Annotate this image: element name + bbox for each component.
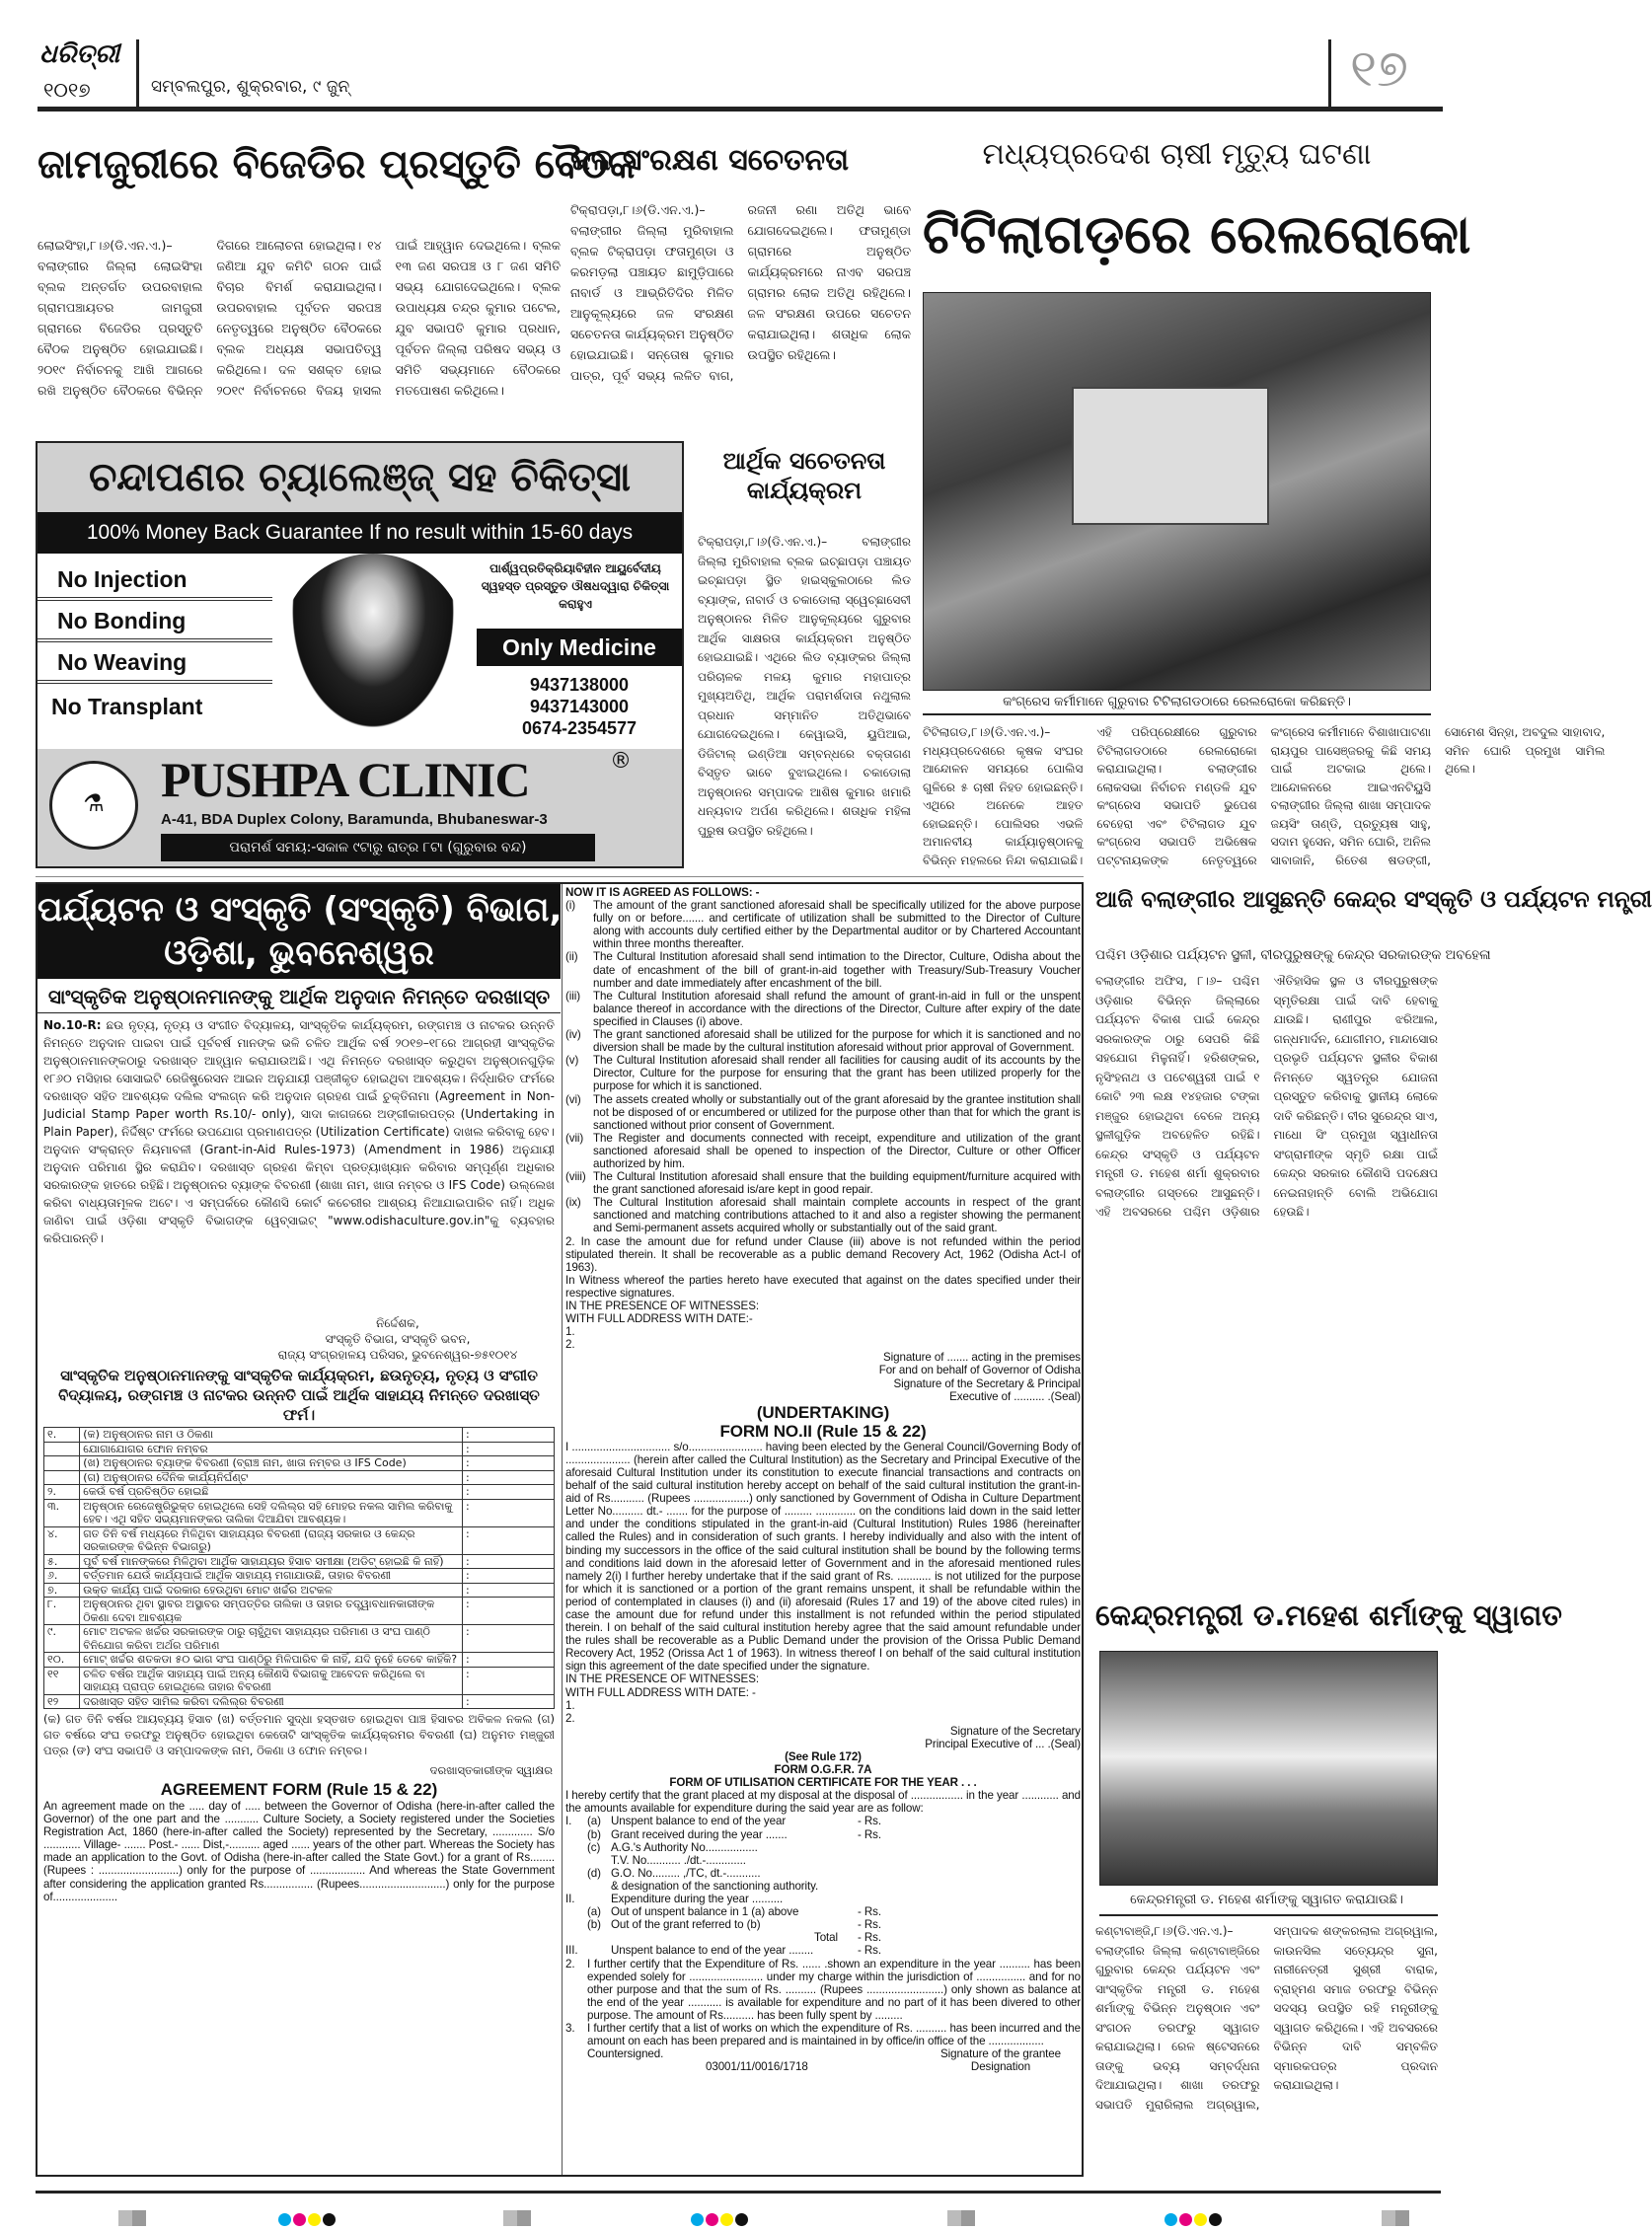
item-numeral: [565, 1854, 587, 1867]
utilisation-item: [565, 1815, 1081, 1827]
story-minister-headline: ଆଜି ବଲାଙ୍ଗୀର ଆସୁଛନ୍ତି କେନ୍ଦ୍ର ସଂସ୍କୃତି ଓ ପର୍ଯ୍ୟଟନ ମନ୍ତ୍ରୀ: [1095, 887, 1652, 913]
cert-number: 2.: [565, 1957, 575, 1971]
page-number: ୧୭: [1350, 39, 1408, 99]
item-sub: (b): [587, 1827, 601, 1841]
notice-middle: [565, 886, 1081, 2073]
utilisation-item: [565, 1828, 1081, 1841]
witness-text: In Witness whereof the parties hereto have executed that against on the dates specified under their respective signatures.: [565, 1273, 1081, 1300]
form-row: [44, 1470, 555, 1485]
form-row-field: (ଖ) ଅନୁଷ୍ଠାନର ବ୍ୟାଙ୍କ ବିବରଣୀ (ବ୍ରାଞ୍ଚ ନାମ, ଖାତା ନମ୍ବର ଓ IFS Code): [80, 1456, 463, 1471]
form-row-field: ଚଳିତ ବର୍ଷର ଆର୍ଥିକ ସାହାଯ୍ୟ ପାଇଁ ଅନ୍ୟ କୌଣସି ବିଭାଗକୁ ଆବେଦନ କରିଥିଲେ ବା ସାହାଯ୍ୟ ପ୍ରାପ୍ତ ହୋଇଥିଲେ ତାହାର ବିବରଣୀ: [80, 1667, 463, 1694]
magenta-dot: [706, 2213, 718, 2226]
masthead-divider-right: [1328, 39, 1331, 107]
item-sub: [587, 1893, 611, 1905]
signatory-title: ନିର୍ଦ୍ଦେଶକ,: [376, 1316, 419, 1330]
story-bjd-headline: ଜାମଜୁରୀରେ ବିଜେଡିର ପ୍ରସ୍ତୁତି ବୈଠକ: [38, 142, 638, 187]
undertaking-form-no: FORM NO.II (Rule 15 & 22): [719, 1421, 927, 1441]
form-row-number: ୧୧: [44, 1667, 80, 1694]
dateline: ସମ୍ବଲପୁର, ଶୁକ୍ରବାର, ୯ ଜୁନ୍: [151, 77, 350, 97]
agreement-clauses: [565, 899, 1081, 1234]
utilisation-item: [565, 1867, 1081, 1880]
masthead-divider: [136, 39, 139, 107]
clinic-odia-claim: ପାର୍ଶ୍ୱପ୍ରତିକ୍ରିୟାବିହୀନ ଆୟୁର୍ବେଦୀୟ ସ୍ୱହସ୍ତ ପ୍ରସ୍ତୁତ ଔଷଧଦ୍ୱାରା ଚିକିତ୍ସା କରାହୁଏ: [481, 561, 670, 611]
item-rs: - Rs.: [858, 1944, 881, 1958]
clause-number: (vi): [565, 1092, 581, 1106]
registration-mark: [118, 2210, 146, 2226]
sign-line: For and on behalf of Governor of Odisha: [878, 1364, 1081, 1377]
mortar-pestle-icon: ⚗: [83, 789, 105, 817]
story-welcome-body: କଣ୍ଟାବାଞ୍ଜି,୮।୬(ଡି.ଏନ.ଏ.)– ବଲାଙ୍ଗୀର ଜିଲ୍ଲା କଣ୍ଟାବାଞ୍ଜିରେ ଗୁରୁବାର କେନ୍ଦ୍ର ପର୍ଯ୍ୟଟନ ଏବଂ ସାଂସ୍କୃତିକ ମନ୍ତ୍ରୀ ଡ. ମହେଶ ଶର୍ମାଙ୍କୁ ବିଭିନ୍ନ ଅନୁଷ୍ଠାନ ଏବଂ ସଂଗଠନ ତରଫରୁ ସ୍ୱାଗତ କରାଯାଇଥିଲା। ରେଳ ଷ୍ଟେସନରେ ତାଙ୍କୁ ଭବ୍ୟ ସମ୍ବର୍ଦ୍ଧନା ଦିଆଯାଇଥିଲା। ଶାଖା ତରଫରୁ ସଭାପତି ମୁରାରିଲାଲ ଅଗ୍ରୱାଲ, ସମ୍ପାଦକ ଶଙ୍କରଲାଲ ଅଗ୍ରୱାଲ, କାଉନସିଲ ସତ୍ୟେନ୍ଦ୍ର ସୁନା, ନାରୀନେତ୍ରୀ ସୁଶ୍ରୀ ବାରାକ, ବ୍ରାହ୍ମଣ ସମାଜ ତରଫରୁ ବିଭିନ୍ନ ସଦସ୍ୟ ଉପସ୍ଥିତ ରହି ମନ୍ତ୍ରୀଙ୍କୁ ସ୍ୱାଗତ କରିଥିଲେ। ଏହି ଅବସରରେ ବିଭିନ୍ନ ଦାବି ସମ୍ବଳିତ ସ୍ମାରକପତ୍ର ପ୍ରଦାନ କରାଯାଇଥିଲା।: [1095, 1924, 1438, 2112]
form-row-answer[interactable]: :: [462, 1456, 554, 1471]
form-row-field: ମୋଟ ଅଟକଳ ଖର୍ଚ୍ଚର ସରକାରଙ୍କ ଠାରୁ ଚାହୁଁଥିବା ସାହାଯ୍ୟର ପରିମାଣ ଓ ସଂଘ ପାଣ୍ଠି ବିନିଯୋଗ କରିବା ଅର୍ଥର ପରିମାଣ: [80, 1625, 463, 1653]
item-numeral: I.: [565, 1815, 572, 1828]
form-row-number: ୨.: [44, 1485, 80, 1500]
form-row-field: ଅନୁଷ୍ଠାନର ଥିବା ସ୍ଥାବର ଅସ୍ଥାବର ସମ୍ପତ୍ତିର ତାଲିକା ଓ ତାହାର ତତ୍ତ୍ୱାବଧାନକାରୀଙ୍କ ଠିକଣା ଦେବା ଆବଶ୍ୟକ: [80, 1598, 463, 1625]
form-row-number: ୬.: [44, 1569, 80, 1584]
form-row: [44, 1554, 555, 1569]
utilisation-form: FORM O.G.F.R. 7A: [774, 1763, 872, 1777]
utilisation-item: [565, 1918, 1081, 1931]
witness-line: IN THE PRESENCE OF WITNESSES:: [565, 1300, 759, 1312]
clinic-address: A-41, BDA Duplex Colony, Baramunda, Bhubaneswar-3: [161, 811, 548, 828]
cyan-dot: [691, 2213, 704, 2226]
signatory-address: ରାଜ୍ୟ ସଂଗ୍ରହାଳୟ ପରିସର, ଭୁବନେଶ୍ୱର-୭୫୧୦୧୪: [277, 1348, 518, 1362]
form-row-answer[interactable]: :: [462, 1442, 554, 1456]
clause-text: The Cultural Institution aforesaid shall ensure that the building equipment/furniture acquired with the grant sanctioned aforesaid is/are kept in good repair.: [593, 1170, 1081, 1197]
clause-text: The Cultural Institution aforesaid shall maintain complete accounts in respect of the grant sanctioned and matching contributions attached to it and also a register showing the permanent and Semi-permanent assets acquired wholly or substantially out of the said grant.: [593, 1196, 1081, 1235]
story-finance-headline-text: ଆର୍ଥିକ ସଚେତନତା କାର୍ଯ୍ୟକ୍ରମ: [722, 447, 886, 504]
sign-line: Signature of ....... acting in the premises: [883, 1351, 1081, 1365]
newspaper-logo: ଧରିତ୍ରୀ: [39, 39, 120, 69]
form-row-number: ୪.: [44, 1526, 80, 1554]
form-row: [44, 1456, 555, 1471]
item-text: Expenditure during the year ..........: [611, 1893, 784, 1906]
form-row-answer[interactable]: :: [462, 1625, 554, 1653]
story-finance-body: ଟିକ୍ରାପଡ଼ା,୮।୬(ଡି.ଏନ.ଏ.)– ବଲାଙ୍ଗୀର ଜିଲ୍ଲା ମୁରିବାହାଲ ବ୍ଲକ ଇଚ୍ଛାପଡ଼ା ପଞ୍ଚାୟତ ଇଚ୍ଛାପଡ଼ା ସ୍ଥିତ ହାଇସ୍କୁଲଠାରେ ଲିଡ ବ୍ୟାଙ୍କ, ନାବାର୍ଡ ଓ ଚକାଡୋଲା ସ୍ୱେଚ୍ଛାସେବୀ ଅନୁଷ୍ଠାନର ମିଳିତ ଆନୁକୂଲ୍ୟରେ ଗୁରୁବାର ଆର୍ଥିକ ସାକ୍ଷରତା କାର୍ଯ୍ୟକ୍ରମ ଅନୁଷ୍ଠିତ ହୋଇଯାଇଛି। ଏଥିରେ ଲିଡ ବ୍ୟାଙ୍କର ଜିଲ୍ଲା ପରିଚାଳକ ମଳୟ କୁମାର ମହାପାତ୍ର ମୁଖ୍ୟଅତିଥି, ଆର୍ଥିକ ପରାମର୍ଶଦାତା ନଥୁଲାଲ ପ୍ରଧାନ ସମ୍ମାନିତ ଅତିଥିଭାବେ ଯୋଗଦେଇଥିଲେ। କେୱାଇସି, ୟୁପିଆଇ, ଡିଜିଟାଲ୍ ଇଣ୍ଡିଆ ସମ୍ବନ୍ଧରେ ବକ୍ତାଗଣ ବିସ୍ତୃତ ଭାବେ ବୁଝାଇଥିଲେ। ଚକାଡୋଲା ଅନୁଷ୍ଠାନର ସମ୍ପାଦକ ଆଶିଷ କୁମାର ଖମାରି ଧନ୍ୟବାଦ ଅର୍ପଣ କରିଥିଲେ। ଶତାଧିକ ମହିଳା ପୁରୁଷ ଉପସ୍ଥିତ ରହିଥିଲେ।: [698, 535, 911, 838]
clause-number: (vii): [565, 1131, 584, 1145]
black-dot: [1209, 2213, 1222, 2226]
agreement-clause: [565, 1196, 1081, 1234]
form-row-number: [44, 1470, 80, 1485]
witness-line: WITH FULL ADDRESS WITH DATE: -: [565, 1685, 756, 1699]
notice-column-rule: [562, 884, 563, 2175]
magenta-dot: [293, 2213, 306, 2226]
form-row: [44, 1569, 555, 1584]
item-numeral: II.: [565, 1893, 575, 1906]
logo-number: ୧୦୧୭: [43, 78, 91, 102]
agreement-clause: [565, 899, 1081, 950]
phone-number: 9437138000: [529, 675, 630, 695]
form-row-number: [44, 1442, 80, 1456]
railroko-photo: [923, 292, 1431, 691]
item-rs: - Rs.: [858, 1827, 881, 1841]
witness-line: IN THE PRESENCE OF WITNESSES:: [565, 1673, 759, 1686]
clinic-footer: [38, 749, 682, 866]
form-row-answer[interactable]: :: [462, 1428, 554, 1443]
form-row-answer[interactable]: :: [462, 1526, 554, 1554]
caption-rule: [923, 713, 1431, 715]
utilisation-item: [565, 1854, 1081, 1867]
story-railroko-kicker: ମଧ୍ୟପ୍ରଦେଶ ଚାଷୀ ମୃତ୍ୟୁ ଘଟଣା: [982, 137, 1372, 172]
story-railroko-body: ଟିଟିଲାଗଡ,୮।୬(ଡି.ଏନ.ଏ.)– ମଧ୍ୟପ୍ରଦେଶରେ କୃଷକ ସଂଘର ଆନ୍ଦୋଳନ ସମୟରେ ପୋଲିସ ଗୁଳିରେ ୫ ଚାଷୀ ନିହତ ହୋଇଛନ୍ତି। ଏଥିରେ ଅନେକେ ଆହତ ହୋଇଛନ୍ତି। ପୋଲିସର ଏଭଳି ଅମାନବୀୟ କାର୍ଯ୍ୟାନୁଷ୍ଠାନକୁ ବିଭିନ୍ନ ମହଲରେ ନିନ୍ଦା କରାଯାଇଛି। ଏହି ପରିପ୍ରେକ୍ଷୀରେ ଗୁରୁବାର ଟିଟିଲାଗଡଠାରେ ରେଲରୋକୋ କରାଯାଇଥିଲା। ବଲାଙ୍ଗୀର ଲୋକସଭା ନିର୍ବାଚନ ମଣ୍ଡଳି ଯୁବ କଂଗ୍ରେସ ସଭାପତି ଭୁପେଶ ବେହେରା ଏବଂ ଟିଟିଲାଗଡ ଯୁବ କଂଗ୍ରେସ ସଭାପତି ଅଭିଷେକ ପଟ୍ଟନାୟକଙ୍କ ନେତୃତ୍ୱରେ କଂଗ୍ରେସ କର୍ମୀମାନେ ବିଶାଖାପାଟଣା ରାୟପୁର ପାସେଞ୍ଜରକୁ କିଛି ସମୟ ପାଇଁ ଅଟକାଇ ଥିଲେ। ଆନ୍ଦୋଳନରେ ଆଇଏନଟିୟୁସି ବଲାଙ୍ଗୀର ଜିଲ୍ଲା ଶାଖା ସମ୍ପାଦକ ଜୟସିଂ ତାଣ୍ଡି, ପ୍ରତ୍ୟୁଷ ସାହୁ, ସଦାମ ହୁସେନ, ସମିନ ଘୋରି, ଅନିଲ ସାବାଜାନି, ରିତେଶ ଷଡଙ୍ଗୀ, ସୋମେଶ ସିନ୍ହା, ଅବଦୁଲ ସାହାବାଦ, ସମିନ ଘୋରି ପ୍ରମୁଖ ସାମିଲ ଥିଲେ।: [923, 725, 1606, 867]
clinic-phones: [477, 674, 682, 739]
color-bar: [691, 2211, 750, 2230]
refund-clause: 2. In case the amount due for refund under Clause (iii) above is not refunded within the period stipulated therein. It shall be recoverable as a public demand Recovery Act, 1962 (Odisha Act-I of 1963).: [565, 1234, 1081, 1274]
yellow-dot: [720, 2213, 733, 2226]
notice-left: [38, 884, 561, 2175]
yellow-dot: [308, 2213, 321, 2226]
form-row-answer[interactable]: :: [462, 1554, 554, 1569]
cert-text: I further certify that the Expenditure of Rs. ...... .shown an expenditure in the year .......... has been expended solely for ........................ under my charge within the jurisdiction of ................ and for no other purpose and that the sum of Rs. .......... (Rupees .........................) only shown as balance at the end of the year ........... is available for expenditure and no part of it has been divered to other purpose. The amount of Rs.......... has been fully spent by .........: [587, 1957, 1081, 2022]
item-sub: [587, 1880, 611, 1893]
certification-2: [565, 1958, 1081, 2022]
application-form-table: [43, 1427, 555, 1709]
form-row: [44, 1667, 555, 1694]
form-row-field: ଯୋଗାଯୋଗର ଫୋନ ନମ୍ବର: [80, 1442, 463, 1456]
clause-number: (v): [565, 1054, 579, 1068]
form-row: [44, 1428, 555, 1443]
form-row-number: ୮.: [44, 1598, 80, 1625]
item-numeral: [565, 1867, 587, 1880]
item-sub: [587, 1931, 611, 1944]
form-row-answer[interactable]: :: [462, 1653, 554, 1668]
form-row-field: ପୂର୍ବ ବର୍ଷ ମାନଙ୍କରେ ମିଳିଥିବା ଆର୍ଥିକ ସାହାଯ୍ୟର ହିସାବ ସମୀକ୍ଷା (ଅଡିଟ୍ ହୋଇଛି କି ନାହିଁ): [80, 1554, 463, 1569]
form-row-number: [44, 1456, 80, 1471]
item-text: Unspent balance to end of the year: [611, 1815, 787, 1828]
agreement-clause: [565, 1170, 1081, 1196]
form-table-wrap: [38, 1427, 561, 1709]
utilisation-items: [565, 1815, 1081, 1957]
item-numeral: [565, 1905, 587, 1918]
clause-text: The grant sanctioned aforesaid shall be utilized for the purpose for which it is sanctioned and no diversion shall be made by the cultural institution aforesaid without prior approval of Government.: [593, 1028, 1081, 1055]
story-railroko-headline: ଟିଟିଲାଗଡ଼ରେ ରେଲରୋକୋ: [923, 203, 1471, 265]
item-text: Unspent balance to end of the year ........: [611, 1944, 814, 1958]
agreement-body: An agreement made on the ..... day of ..... between the Governor of Odisha (here-in-after called the Governor) of the one part and the ........... Culture Society, a Society registered under the Societies Registration Act, 1860 (here-in-after called the Society) represented by the Secretary, ............. S/o ............ Village- ....... Post.- ...... Dist,-.......... aged ...... years of the other part. Whereas the Society has made an application to the Govt. of Odisha (here-in-after called the State Govt.) for a grant of Rs........ (Rupees : ..........................) only for the purpose of .................. And whereas the State Government after considering the application granted Rs................ (Rupees............................) only for the purpose of.....................: [43, 1800, 555, 1903]
cert-number: 3.: [565, 2021, 575, 2035]
agreement-clause: [565, 1054, 1081, 1092]
registration-mark: [947, 2210, 975, 2226]
sign-line: Signature of the grantee: [939, 2047, 1061, 2061]
item-text: & designation of the sanctioning authority.: [611, 1879, 819, 1893]
utilisation-item: [565, 1905, 1081, 1918]
utilisation-item: [565, 1841, 1081, 1854]
agreement-clause: [565, 950, 1081, 989]
masthead-rule: [38, 107, 1443, 112]
utilisation-title: FORM OF UTILISATION CERTIFICATE FOR THE YEAR . . .: [669, 1776, 977, 1790]
notice-body: [38, 1013, 561, 1315]
story-water-headline: ଜଳ ସଂରକ୍ଷଣ ସଚେତନତା: [570, 143, 850, 178]
utilisation-item: [565, 1944, 1081, 1957]
ad-code: 03001/11/0016/1718: [706, 2060, 808, 2074]
color-bar: [278, 2211, 338, 2230]
clinic-logo-seal: [49, 761, 138, 850]
countersigned: Countersigned.: [587, 2047, 664, 2061]
notice-body-text: ଛଉ ନୃତ୍ୟ, ନୃତ୍ୟ ଓ ସଂଗୀତ ବିଦ୍ୟାଳୟ, ସାଂସ୍କୃତିକ କାର୍ଯ୍ୟକ୍ରମ, ରଙ୍ଗମଞ୍ଚ ଓ ନାଟକର ଉନ୍ନତି ନିମନ୍ତେ ଅନୁଦାନ ପାଇବା ପାଇଁ ପୂର୍ବବର୍ଷ ମାନଙ୍କ ଭଳି ଚଳିତ ଆର୍ଥିକ ବର୍ଷ ୨୦୧୭–୧୮ରେ ଆଗ୍ରହୀ ସାଂସ୍କୃତିକ ଅନୁଷ୍ଠାନମାନଙ୍କଠାରୁ ଦରଖାସ୍ତ ଆହ୍ୱାନ କରାଯାଉଅଛି। ଏଥି ନିମନ୍ତେ ଦରଖାସ୍ତ କରୁଥିବା ଅନୁଷ୍ଠାନଗୁଡ଼ିକ ୧୮୬୦ ମସିହାର ସୋସାଇଟି ରେଜିଷ୍ଟ୍ରେସନ ଆଇନ ଅନୁଯାୟୀ ପଞ୍ଜୀକୃତ ହୋଇଥିବା ଆବଶ୍ୟକ। ନିର୍ଦ୍ଧାରିତ ଫର୍ମରେ ଦରଖାସ୍ତ ସହିତ ଆବଶ୍ୟକ ଦଲିଲ ସଂଲଗ୍ନ କରି ଅନୁଦାନ ଗ୍ରହଣ ପାଇଁ ଚୁକ୍ତିନାମା (Agreement in Non-Judicial Stamp Paper worth Rs.10/- only), ସାଦା କାଗଜରେ ଅଙ୍ଗୀକାରପତ୍ର (Undertaking in Plain Paper), ନିର୍ଦ୍ଦିଷ୍ଟ ଫର୍ମରେ ଉପଯୋଗ ପ୍ରମାଣପତ୍ର (Utilization Certificate) ଦାଖଲ କରିବାକୁ ହେବ। ଅନୁଦାନ ସଂକ୍ରାନ୍ତ ନିୟମାବଳୀ (Grant-in-Aid Rules-1973) (Amendment in 1986) ଅନୁଯାୟୀ ଅନୁଦାନ ପରିମାଣ ସ୍ଥିର କରାଯିବ। ଦରଖାସ୍ତ ଗ୍ରହଣ କିମ୍ବା ପ୍ରତ୍ୟାଖ୍ୟାନ କରିବାର ସମ୍ପୂର୍ଣ୍ଣ ଅଧିକାର ସରକାରଙ୍କ ହାତରେ ରହିଛି। ଅନୁଷ୍ଠାନର ବ୍ୟାଙ୍କ ବିବରଣୀ (ଶାଖା ନାମ, ଖାତା ନମ୍ବର ଓ IFS Code) ଉଲ୍ଲେଖ କରିବା ବାଧ୍ୟତାମୂଳକ ଅଟେ। ଏ ସମ୍ପର୍କରେ କୌଣସି କୋର୍ଟ କଚେରୀର ଆଶ୍ରୟ ନିଆଯାଇପାରିବ ନାହିଁ। ଅଧିକ ଜାଣିବା ପାଇଁ ଓଡ଼ିଶା ସଂସ୍କୃତି ବିଭାଗଙ୍କ ୱେବ୍‌ସାଇଟ୍ "www.odishaculture.gov.in"କୁ ବ୍ୟବହାର କରିପାରନ୍ତି।: [43, 1018, 555, 1245]
clause-text: The Cultural Institution aforesaid shall send intimation to the Director, Culture, Odisha about the date of encashment of the bill of grant-in-aid together with Treasury/Sub-Treasury Voucher number and date immediately after encashment of the bill.: [593, 950, 1081, 990]
form-row: [44, 1598, 555, 1625]
sign-line: Executive of .......... .(Seal): [949, 1389, 1081, 1403]
story-minister-body: ବଲାଙ୍ଗୀର ଅଫିସ, ୮।୬– ପଶ୍ଚିମ ଓଡ଼ିଶାର ବିଭିନ୍ନ ଜିଲ୍ଲାରେ ପର୍ଯ୍ୟଟନ ବିକାଶ ପାଇଁ କେନ୍ଦ୍ର ସରକାରଙ୍କ ଠାରୁ ସେପରି କିଛି ସହଯୋଗ ମିଳୁନାହିଁ। ହରିଶଙ୍କର, ନୃସିଂହନାଥ ଓ ପଟେଶ୍ୱରୀ ପାଇଁ ୧ କୋଟି ୨୩ ଲକ୍ଷ ୧୪ହଜାର ଟଙ୍କା ମଞ୍ଜୁର ହୋଇଥିବା ବେଳେ ଅନ୍ୟ ସ୍ଥଳୀଗୁଡ଼ିକ ଅବହେଳିତ ରହିଛି। କେନ୍ଦ୍ର ସଂସ୍କୃତି ଓ ପର୍ଯ୍ୟଟନ ମନ୍ତ୍ରୀ ଡ. ମହେଶ ଶର୍ମା ଶୁକ୍ରବାର ବଲାଙ୍ଗୀର ଗସ୍ତରେ ଆସୁଛନ୍ତି। ଏହି ଅବସରରେ ପଶ୍ଚିମ ଓଡ଼ିଶାର ଐତିହାସିକ ସ୍ଥଳ ଓ ବୀରପୁରୁଷଙ୍କ ସ୍ମୃତିରକ୍ଷା ପାଇଁ ଦାବି ହେବାକୁ ଯାଉଛି। ରାଣୀପୁର ଝରିଆଲ, ଗନ୍ଧମାର୍ଦନ, ଯୋଗୀମଠ, ମାନ୍ଦାସୋର ପ୍ରଭୃତି ପର୍ଯ୍ୟଟନ ସ୍ଥଳୀର ବିକାଶ ନିମନ୍ତେ ସ୍ୱତନ୍ତ୍ର ଯୋଜନା ପ୍ରସ୍ତୁତ କରିବାକୁ ସ୍ଥାନୀୟ ଲୋକେ ଦାବି କରିଛନ୍ତି। ବୀର ସୁରେନ୍ଦ୍ର ସାଏ, ମାଧୋ ସିଂ ପ୍ରମୁଖ ସ୍ୱାଧୀନତା ସଂଗ୍ରାମୀଙ୍କ ସ୍ମୃତି ରକ୍ଷା ପାଇଁ କେନ୍ଦ୍ର ସରକାର କୌଣସି ପଦକ୍ଷେପ ନେଇନାହାନ୍ତି ବୋଲି ଅଭିଯୋଗ ହେଉଛି।: [1095, 974, 1438, 1219]
undertaking-title: (UNDERTAKING): [756, 1402, 890, 1422]
clause-number: (iii): [565, 989, 580, 1003]
form-row-answer[interactable]: :: [462, 1583, 554, 1598]
sign-line: Principal Executive of ... .(Seal): [925, 1737, 1081, 1750]
applicant-signature: ଦରଖାସ୍ତକାରୀଙ୍କ ସ୍ୱାକ୍ଷର: [429, 1763, 553, 1777]
item-rs: - Rs.: [858, 1931, 881, 1945]
form-row: [44, 1694, 555, 1709]
witness-line: 2.: [565, 1338, 575, 1352]
caption-rule: [1099, 1914, 1438, 1916]
form-row-number: ୧.: [44, 1428, 80, 1443]
story-bjd-body: ଲୋଇସିଂହା,୮।୬(ଡି.ଏନ.ଏ.)– ବଲାଙ୍ଗୀର ଜିଲ୍ଲା ଲୋଇସିଂହା ବ୍ଲକ ଅନ୍ତର୍ଗତ ଉପରବାହାଲ ଗ୍ରାମପଞ୍ଚାୟତର ଜାମଜୁରୀ ଗ୍ରାମରେ ବିଜେଡିର ପ୍ରସ୍ତୁତି ବୈଠକ ଅନୁଷ୍ଠିତ ହୋଇଯାଇଛି। ୨୦୧୯ ନିର୍ବାଚନକୁ ଆଖି ଆଗରେ ରଖି ଅନୁଷ୍ଠିତ ବୈଠକରେ ବିଭିନ୍ନ ଦିଗରେ ଆଲୋଚନା ହୋଇଥିଲା। ୧୪ ଜଣିଆ ଯୁବ କମିଟି ଗଠନ ପାଇଁ ବିଚାର ବିମର୍ଶ କରାଯାଇଥିଲା। ଉପରବାହାଲ ପୂର୍ବତନ ସରପଞ୍ଚ ନେତୃତ୍ୱରେ ଅନୁଷ୍ଠିତ ବୈଠକରେ ବ୍ଲକ ଅଧ୍ୟକ୍ଷ ସଭାପତିତ୍ୱ କରିଥିଲେ। ଦଳ ସଶକ୍ତ ହୋଇ ୨୦୧୯ ନିର୍ବାଚନରେ ବିଜୟ ହାସଲ ପାଇଁ ଆହ୍ୱାନ ଦେଇଥିଲେ। ବ୍ଲକ ୧୩ ଜଣ ସରପଞ୍ଚ ଓ ୮ ଜଣ ସମିତି ସଭ୍ୟ ଯୋଗଦେଇଥିଲେ। ବ୍ଲକ ଉପାଧ୍ୟକ୍ଷ ଚନ୍ଦ୍ର କୁମାର ପଟେଲ, ଯୁବ ସଭାପତି କୁମାର ପ୍ରଧାନ, ପୂର୍ବତନ ଜିଲ୍ଲା ପରିଷଦ ସଭ୍ୟ ଓ ସମିତି ସଭ୍ୟମାନେ ବୈଠକରେ ମତପୋଷଣ କରିଥିଲେ।: [38, 238, 561, 398]
clause-number: (i): [565, 899, 575, 913]
form-row: [44, 1485, 555, 1500]
utilisation-rule: (See Rule 172): [785, 1750, 862, 1763]
item-text: Grant received during the year .......: [611, 1827, 788, 1841]
agreed-heading: NOW IT IS AGREED AS FOLLOWS: -: [565, 886, 760, 899]
clause-number: (iv): [565, 1028, 581, 1042]
registration-mark: [1382, 2210, 1409, 2226]
cyan-dot: [1164, 2213, 1177, 2226]
form-row-field: ଗତ ତିନି ବର୍ଷ ମଧ୍ୟରେ ମିଳିଥିବା ସାହାଯ୍ୟର ବିବରଣୀ (ରାଜ୍ୟ ସରକାର ଓ କେନ୍ଦ୍ର ସରକାରଙ୍କ ବିଭିନ୍ନ ବିଭାଗରୁ): [80, 1526, 463, 1554]
item-numeral: [565, 1828, 587, 1841]
clause-number: (ii): [565, 950, 578, 964]
utilisation-footer: [565, 2047, 1081, 2073]
form-row-answer[interactable]: :: [462, 1470, 554, 1485]
welcome-photo-caption: କେନ୍ଦ୍ରମନ୍ତ୍ରୀ ଡ. ମହେଶ ଶର୍ମାଙ୍କୁ ସ୍ୱାଗତ କରାଯାଉଛି।: [1130, 1893, 1403, 1907]
item-sub: (a): [587, 1815, 601, 1828]
agreement-clause: [565, 1028, 1081, 1054]
form-row-field: (କ) ଅନୁଷ୍ଠାନର ନାମ ଓ ଠିକଣା: [80, 1428, 463, 1443]
item-rs: - Rs.: [858, 1905, 881, 1919]
feature-no-weaving: No Weaving: [38, 642, 272, 684]
item-text: Out of the grant referred to (b): [611, 1918, 761, 1932]
feature-no-bonding: No Bonding: [38, 601, 272, 642]
certification-3: [565, 2022, 1081, 2047]
feature-no-transplant: No Transplant: [51, 694, 203, 719]
color-bar: [1164, 2211, 1224, 2230]
form-row-field: (ଗ) ଅନୁଷ୍ଠାନର ଦୈନିକ କାର୍ଯ୍ୟନିର୍ଘଣ୍ଟ: [80, 1470, 463, 1485]
form-row-number: ୩.: [44, 1499, 80, 1526]
masthead: [38, 37, 1443, 111]
footer-rule: [36, 2191, 1441, 2194]
sign-line: Signature of the Secretary: [949, 1724, 1081, 1738]
form-row: [44, 1653, 555, 1668]
clinic-ad-headline: ଚନ୍ଦାପଣର ଚ୍ୟାଲେଞ୍ଜ୍ ସହ ଚିକିତ୍ସା: [38, 443, 682, 512]
form-row-answer[interactable]: :: [462, 1598, 554, 1625]
form-row-field: କେଉଁ ବର୍ଷ ପ୍ରତିଷ୍ଠିତ ହୋଇଛି: [80, 1485, 463, 1500]
story-welcome-headline: କେନ୍ଦ୍ରମନ୍ତ୍ରୀ ଡ.ମହେଶ ଶର୍ମାଙ୍କୁ ସ୍ୱାଗତ: [1095, 1599, 1562, 1632]
item-rs: - Rs.: [858, 1815, 881, 1828]
form-row-field: ଦରଖାସ୍ତ ସହିତ ସାମିଲ କରିବା ଦଲିଲ୍‌ର ବିବରଣୀ: [80, 1694, 463, 1709]
clause-text: The Register and documents connected with receipt, expenditure and utilization of the grant sanctioned aforesaid shall be opened to inspection of the Director, Culture or other Officer authorized by him.: [593, 1131, 1081, 1170]
phone-number: 9437143000: [529, 697, 630, 716]
clause-text: The assets created wholly or substantially out of the grant aforesaid by the grantee institution shall not be disposed of or encumbered or utilized for the purpose other than that for which the grant is sanctioned without prior consent of Government.: [593, 1092, 1081, 1132]
form-row-answer[interactable]: :: [462, 1569, 554, 1584]
agreement-clause: [565, 1093, 1081, 1132]
form-row-number: ୧୦.: [44, 1653, 80, 1668]
grantee-sign-block: [940, 2047, 1061, 2073]
item-numeral: [565, 1880, 587, 1893]
sign-line: Signature of the Secretary & Principal: [893, 1376, 1081, 1390]
form-row-field: ଉକ୍ତ କାର୍ଯ୍ୟ ପାଇଁ ଦରକାର ହେଉଥିବା ମୋଟ ଖର୍ଚ୍ଚର ଅଟକଳ: [80, 1583, 463, 1598]
form-row-answer[interactable]: :: [462, 1667, 554, 1694]
utilisation-footer-left: [565, 2047, 808, 2073]
agreement-clause: [565, 1132, 1081, 1170]
yellow-dot: [1194, 2213, 1207, 2226]
form-row-field: ମୋଟ୍ ଖର୍ଚ୍ଚର ଶତକଡା ୫୦ ଭାଗ ସଂଘ ପାଣ୍ଠିରୁ ମିଳିପାରିବ କି ନାହିଁ, ଯଦି ନୁହେଁ ତେବେ କାହିଁକି?: [80, 1653, 463, 1668]
registered-mark: ®: [610, 749, 632, 774]
protest-banner: [1072, 387, 1269, 525]
form-row: [44, 1499, 555, 1526]
clause-number: (ix): [565, 1196, 581, 1210]
black-dot: [323, 2213, 336, 2226]
notice-signatory: [38, 1315, 561, 1363]
story-finance-headline: [698, 446, 911, 507]
railroko-photo-caption: କଂଗ୍ରେସ କର୍ମୀମାନେ ଗୁରୁବାର ଟିଟିଲାଗଡଠାରେ ରେଲରୋକୋ କରିଛନ୍ତି।: [1003, 695, 1351, 709]
item-text: Total: [814, 1931, 838, 1945]
item-text: G.O. No......... ,/TC, dt.-...........: [611, 1866, 761, 1880]
form-row-answer[interactable]: :: [462, 1694, 554, 1709]
notice-subject: ସାଂସ୍କୃତିକ ଅନୁଷ୍ଠାନମାନଙ୍କୁ ଆର୍ଥିକ ଅନୁଦାନ ନିମନ୍ତେ ଦରଖାସ୍ତ: [38, 979, 561, 1013]
sign-block-secretary: [565, 1377, 1081, 1403]
sign-block-governor: [565, 1351, 1081, 1376]
clinic-timing: ପରାମର୍ଶ ସମୟ:-ସକାଳ ୯ଟାରୁ ରାତ୍ର ୮ଟା (ଗୁରୁବାର ବନ୍ଦ): [161, 834, 595, 861]
item-text: T.V. No........... ./dt.-.............: [611, 1853, 746, 1867]
item-numeral: [565, 1918, 587, 1931]
story-water-body: ଟିକ୍ରାପଡ଼ା,୮।୬(ଡି.ଏନ.ଏ.)– ବଲାଙ୍ଗୀର ଜିଲ୍ଲା ମୁରିବାହାଲ ବ୍ଲକ ଟିକ୍ରାପଡ଼ା ଫତାମୁଣ୍ଡା ଓ କରମଡ଼ଲା ପଞ୍ଚାୟତ ଛାମୁଡ଼ିପାରେ ନାବାର୍ଡ ଓ ଆଭ୍ରିତିଦିର ମିଳିତ ଆନୁକୂଲ୍ୟରେ ଜଳ ସଂରକ୍ଷଣ ସଚେତନତା କାର୍ଯ୍ୟକ୍ରମ ଅନୁଷ୍ଠିତ ହୋଇଯାଇଛି। ସନ୍ତୋଷ କୁମାର ପାତ୍ର, ପୂର୍ବ ସଭ୍ୟ ଲଳିତ ବାଗ, ରଜନୀ ରଣା ଅତିଥି ଭାବେ ଯୋଗଦେଇଥିଲେ। ଫତାମୁଣ୍ଡା ଗ୍ରାମରେ ଅନୁଷ୍ଠିତ କାର୍ଯ୍ୟକ୍ରମରେ ନାଏବ ସରପଞ୍ଚ ଗ୍ରାମର ଲୋକ ଅତିଥି ରହିଥିଲେ। ଜଳ ସଂରକ୍ଷଣ ଉପରେ ସଚେତନ କରାଯାଇଥିଲା। ଶତାଧିକ ଲୋକ ଉପସ୍ଥିତ ରହିଥିଲେ।: [570, 202, 911, 383]
item-text: Out of unspent balance in 1 (a) above: [611, 1905, 799, 1919]
notice-dept-header: [38, 884, 561, 979]
utilisation-item: [565, 1880, 1081, 1893]
utilisation-item: [565, 1931, 1081, 1944]
bald-head-image: [279, 554, 467, 746]
registration-mark: [503, 2210, 531, 2226]
agreement-clause: [565, 990, 1081, 1028]
form-attachments: (କ) ଗତ ତିନି ବର୍ଷର ଆୟବ୍ୟୟ ହିସାବ (ଖ) ବର୍ତ୍ତମାନ ସୁଦ୍ଧା ହସ୍ତଖତ ହୋଇଥିବା ପାଞ୍ଚ ହିସାବର ଅବିକଳ ନକଲ (ଗ) ଗତ ବର୍ଷରେ ସଂଘ ତରଫରୁ ଅନୁଷ୍ଠିତ ହୋଇଥିବା କେତୋଟି ସାଂସ୍କୃତିକ କାର୍ଯ୍ୟକ୍ରମର ବିବରଣୀ (ଘ) ଅନୁମତ ମଞ୍ଜୁରୀ ପତ୍ର (ଙ) ସଂଘ ସଭାପତି ଓ ସମ୍ପାଦକଙ୍କ ନାମ, ଠିକଣା ଓ ଫୋନ ନମ୍ବର।: [43, 1712, 555, 1757]
feature-list: [38, 559, 272, 729]
utilisation-intro: I hereby certify that the grant placed at my disposal at the disposal of ................. in the year ............ and the amounts available for expenditure during the said year are as follow:: [565, 1789, 1081, 1816]
item-text: A.G.'s Authority No.................: [611, 1840, 758, 1854]
witness-line: 2.: [565, 1711, 575, 1725]
form-row: [44, 1442, 555, 1456]
witness-line: 1.: [565, 1325, 575, 1339]
dept-title-line2: ଓଡ଼ିଶା, ଭୁବନେଶ୍ୱର: [164, 933, 434, 973]
item-numeral: [565, 1931, 587, 1944]
clinic-guarantee-banner: 100% Money Back Guarantee If no result within 15-60 days: [38, 512, 682, 554]
witness-line: WITH FULL ADDRESS WITH DATE:-: [565, 1312, 753, 1326]
dept-title-line1: ପର୍ଯ୍ୟଟନ ଓ ସଂସ୍କୃତି (ସଂସ୍କୃତି) ବିଭାଗ,: [38, 890, 563, 930]
item-sub: (b): [587, 1918, 601, 1932]
section-rule: [36, 876, 1084, 877]
form-row: [44, 1625, 555, 1653]
form-row-field: ଅନୁଷ୍ଠାନ ରେଜେଷ୍ଟ୍ରିଭୁକ୍ତ ହୋଇଥିଲେ ସେହି ଦଲିଲ୍‌ର ସହି ମୋହର ନକଲ ସାମିଲ କରିବାକୁ ହେବ। ଏଥି ସହିତ ସଭ୍ୟମାନଙ୍କର ତାଲିକା ଦିଆଯିବା ଆବଶ୍ୟକ।: [80, 1499, 463, 1526]
item-sub: [587, 1854, 611, 1867]
undertaking-body: I ................................ s/o........................ having been elected by the General Council/Governing Body of ..................... (herein after called the Cultural Institution) as the Secretary and Principal Executive of the aforesaid Cultural Institution under its constitution to execute financial transactions and contracts on behalf of the said cultural institution hereby accept on behalf of the said cultural institution the grant-in-aid of Rs........... (Rupees ..................) only sanctioned by Government of Odisha in Culture Department Letter No.......... dt.- ....... for the purpose of ......... ............. on the conditions laid down in the said letter and under the conditions stipulated in the grant-in-aid (Cultural Institution) Rules 1986 (hereinafter called the Rules) and in consideration of such grants. I hereby individually and also with the intent of binding my successors in the office of the said cultural institution shall be bound by the following terms and conditions laid down in the aforesaid letter of Government and in the aforesaid mentioned rules namely 2(i) I further hereby undertake that if the said grant of Rs. ........... is not utilized for the purpose for which it is sanctioned or a portion of the grant remains unspent, it shall be refundable within the period of contemplated in clauses (i) and (ii) aforesaid (Rules 17 and 19) of the above cited rules) in case the amount due for refund under this installment is not refunded within the period stipulated therein. I on behalf of the said cultural institution hereby agree that the said amount refundable under the rules shall be recoverable as a Public Demand under the provision of the Orissa Public Demand Recovery Act, 1952 (Orissa Act 1 of 1963). In witness thereof I on behalf of the said cultural institution sign this agreement of the date specified under the signature.: [565, 1440, 1081, 1673]
form-row-answer[interactable]: :: [462, 1499, 554, 1526]
notice-ref-no: No.10-R:: [43, 1018, 102, 1032]
cert-text: I further certify that a list of works on which the expenditure of Rs. .......... has been incurred and the amount on each has been prepared and is maintained in by office/in office of the ..................: [587, 2021, 1081, 2048]
item-rs: - Rs.: [858, 1918, 881, 1932]
form-row-field: ବର୍ତ୍ତମାନ ଯେଉଁ କାର୍ଯ୍ୟପାଇଁ ଆର୍ଥିକ ସାହାଯ୍ୟ ମଗାଯାଉଛି, ତାହାର ବିବରଣୀ: [80, 1569, 463, 1584]
item-sub: (c): [587, 1840, 601, 1854]
cyan-dot: [278, 2213, 291, 2226]
form-row-answer[interactable]: :: [462, 1485, 554, 1500]
item-sub: [587, 1944, 611, 1957]
utilisation-item: [565, 1893, 1081, 1905]
undertaking-sign-block: [565, 1725, 1081, 1750]
item-sub: (d): [587, 1866, 601, 1880]
clause-text: The Cultural Institution aforesaid shall refund the amount of grant-in-aid in full or the unspent balance thereof in accordance with the directions of the Director, Culture after expiry of the date specified in Clauses (i) above.: [593, 989, 1081, 1028]
sign-line: Designation: [970, 2060, 1031, 2074]
phone-number: 0674-2354577: [521, 718, 638, 738]
black-dot: [735, 2213, 748, 2226]
form-row-number: ୭.: [44, 1583, 80, 1598]
feature-no-injection: No Injection: [38, 559, 272, 601]
form-title: ସାଂସ୍କୃତିକ ଅନୁଷ୍ଠାନମାନଙ୍କୁ ସାଂସ୍କୃତିକ କାର୍ଯ୍ୟକ୍ରମ, ଛଉନୃତ୍ୟ, ନୃତ୍ୟ ଓ ସଂଗୀତ ବିଦ୍ୟାଳୟ, ରଙ୍ଗମଞ୍ଚ ଓ ନାଟକର ଉନ୍ନତି ପାଇଁ ଆର୍ଥିକ ସାହାଯ୍ୟ ନିମନ୍ତେ ଦରଖାସ୍ତ ଫର୍ମ।: [58, 1367, 540, 1424]
clinic-name: PUSHPA CLINIC: [161, 752, 530, 807]
only-medicine-banner: Only Medicine: [477, 629, 682, 666]
signatory-office: ସଂସ୍କୃତି ବିଭାଗ, ସଂସ୍କୃତି ଭବନ,: [325, 1332, 471, 1346]
form-row-number: ୫.: [44, 1554, 80, 1569]
witness-line: 1.: [565, 1698, 575, 1712]
agreement-title: AGREEMENT FORM (Rule 15 & 22): [160, 1780, 438, 1799]
story-minister-subhead: ପଶ୍ଚିମ ଓଡ଼ିଶାର ପର୍ଯ୍ୟଟନ ସ୍ଥଳୀ, ବୀରପୁରୁଷଙ୍କୁ କେନ୍ଦ୍ର ସରକାରଙ୍କ ଅବହେଳା: [1095, 947, 1491, 963]
item-sub: (a): [587, 1905, 601, 1919]
clinic-ad: [36, 441, 684, 868]
form-row-number: ୧୨: [44, 1694, 80, 1709]
item-numeral: [565, 1841, 587, 1854]
clause-text: The amount of the grant sanctioned aforesaid shall be specifically utilized for the above purpose fully on or before....... and certificate of utilization shall be submitted to the Director of Culture along with accounts duly certified either by the Departmental auditor or by Chartered Accountant within three months thereafter.: [593, 899, 1081, 951]
form-row: [44, 1526, 555, 1554]
welcome-photo: [1099, 1651, 1438, 1886]
clause-number: (viii): [565, 1170, 586, 1184]
form-row-number: ୯.: [44, 1625, 80, 1653]
clause-text: The Cultural Institution aforesaid shall render all facilities for causing audit of its accounts by the Director, Culture for the purpose for ensuring that the grant has been utilized properly for the purpose for which it is sanctioned.: [593, 1054, 1081, 1093]
item-numeral: III.: [565, 1944, 578, 1958]
form-row: [44, 1583, 555, 1598]
magenta-dot: [1179, 2213, 1192, 2226]
